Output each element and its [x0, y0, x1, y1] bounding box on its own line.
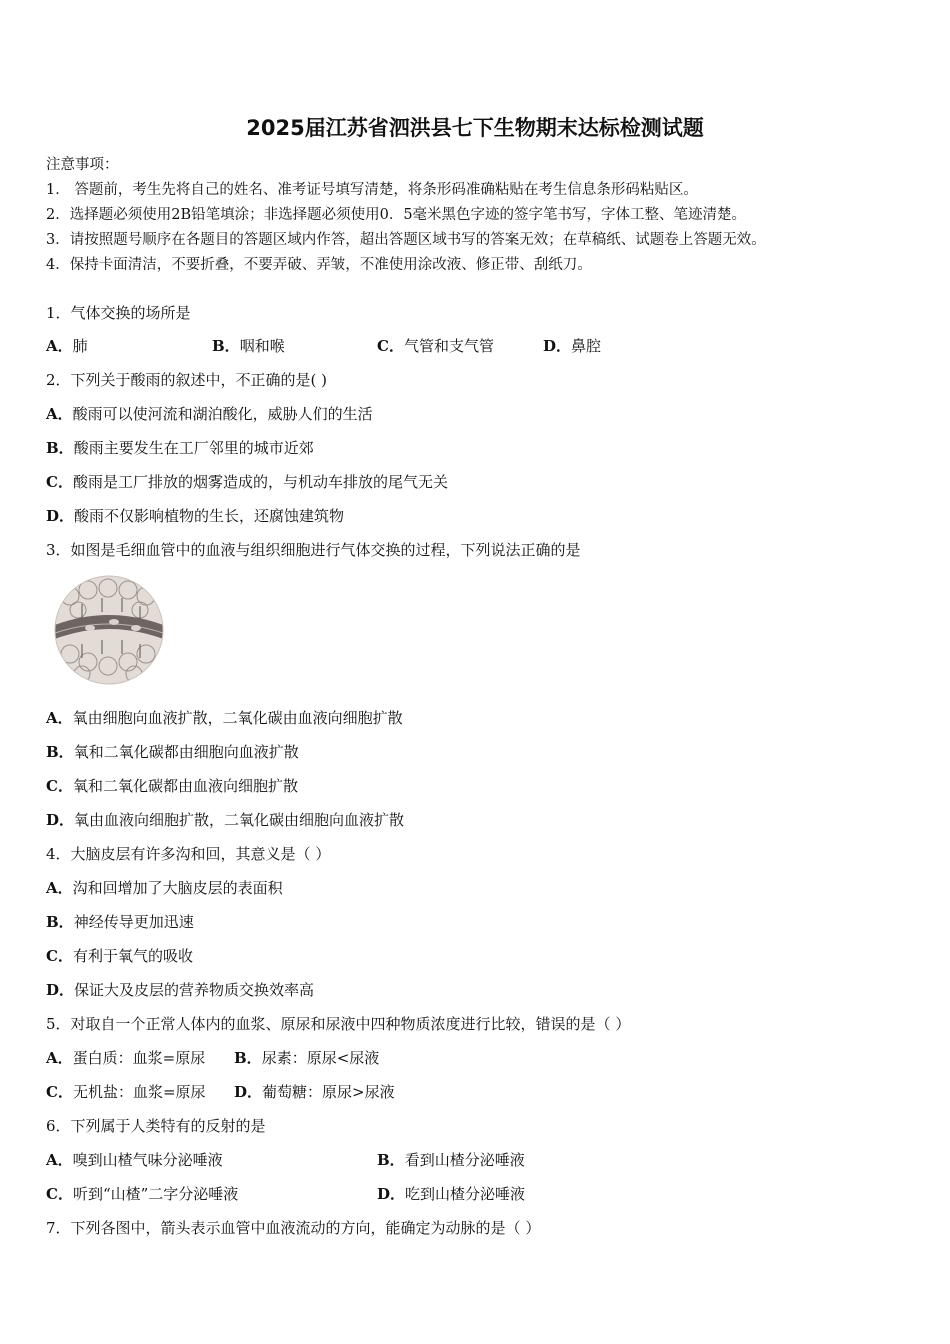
- notice-item: 1． 答题前，考生先将自己的姓名、准考证号填写清楚，将条形码准确粘贴在考生信息条形码粘贴区。: [46, 182, 698, 198]
- option: B．氧和二氧化碳都由细胞向血液扩散: [46, 743, 299, 761]
- option: C．听到“山楂”二字分泌唾液: [46, 1185, 239, 1203]
- option: A．嗅到山楂气味分泌唾液: [46, 1151, 223, 1169]
- notice-item: 2．选择题必须使用2B铅笔填涂；非选择题必须使用0．5毫米黑色字迹的签字笔书写，字体工整、笔迹清楚。: [46, 207, 747, 223]
- option: B．神经传导更加迅速: [46, 913, 194, 931]
- option: D．氧由血液向细胞扩散，二氧化碳由细胞向血液扩散: [46, 811, 405, 829]
- option: D．葡萄糖：原尿>尿液: [234, 1083, 395, 1101]
- question-stem: 5．对取自一个正常人体内的血浆、原尿和尿液中四种物质浓度进行比较，错误的是（ ）: [46, 1015, 631, 1033]
- notice-item: 3．请按照题号顺序在各题目的答题区域内作答，超出答题区域书写的答案无效；在草稿纸、试题卷上答题无效。: [46, 232, 766, 248]
- page-title: 2025届江苏省泗洪县七下生物期末达标检测试题: [246, 116, 704, 140]
- option: C．有利于氧气的吸收: [46, 947, 193, 965]
- capillary-gas-exchange-figure: [52, 574, 166, 686]
- option: D．吃到山楂分泌唾液: [377, 1185, 526, 1203]
- option: B．咽和喉: [212, 337, 285, 355]
- option: A．氧由细胞向血液扩散，二氧化碳由血液向细胞扩散: [46, 709, 403, 727]
- question-stem: 3．如图是毛细血管中的血液与组织细胞进行气体交换的过程，下列说法正确的是: [46, 541, 581, 559]
- option: C．气管和支气管: [377, 337, 494, 355]
- question-stem: 6．下列属于人类特有的反射的是: [46, 1117, 266, 1135]
- option: A．肺: [46, 337, 88, 355]
- option: C．氧和二氧化碳都由血液向细胞扩散: [46, 777, 298, 795]
- question-stem: 7．下列各图中，箭头表示血管中血液流动的方向，能确定为动脉的是（ ）: [46, 1219, 541, 1237]
- option: A．酸雨可以使河流和湖泊酸化，威胁人们的生活: [46, 405, 373, 423]
- option: C．无机盐：血浆=原尿: [46, 1083, 206, 1101]
- option: C．酸雨是工厂排放的烟雾造成的，与机动车排放的尾气无关: [46, 473, 448, 491]
- notice-item: 4．保持卡面清洁，不要折叠，不要弄破、弄皱，不准使用涂改液、修正带、刮纸刀。: [46, 257, 592, 273]
- option: D．酸雨不仅影响植物的生长，还腐蚀建筑物: [46, 507, 345, 525]
- notice-heading: 注意事项：: [46, 157, 119, 173]
- option: B．尿素：原尿<尿液: [234, 1049, 380, 1067]
- option: A．蛋白质：血浆=原尿: [46, 1049, 206, 1067]
- question-stem: 2．下列关于酸雨的叙述中，不正确的是( ): [46, 371, 328, 389]
- question-stem: 4．大脑皮层有许多沟和回，其意义是（ ）: [46, 845, 331, 863]
- option: B．看到山楂分泌唾液: [377, 1151, 525, 1169]
- option: B．酸雨主要发生在工厂邻里的城市近郊: [46, 439, 314, 457]
- question-stem: 1．气体交换的场所是: [46, 304, 191, 322]
- option: D．鼻腔: [543, 337, 602, 355]
- option: A．沟和回增加了大脑皮层的表面积: [46, 879, 283, 897]
- option: D．保证大及皮层的营养物质交换效率高: [46, 981, 315, 999]
